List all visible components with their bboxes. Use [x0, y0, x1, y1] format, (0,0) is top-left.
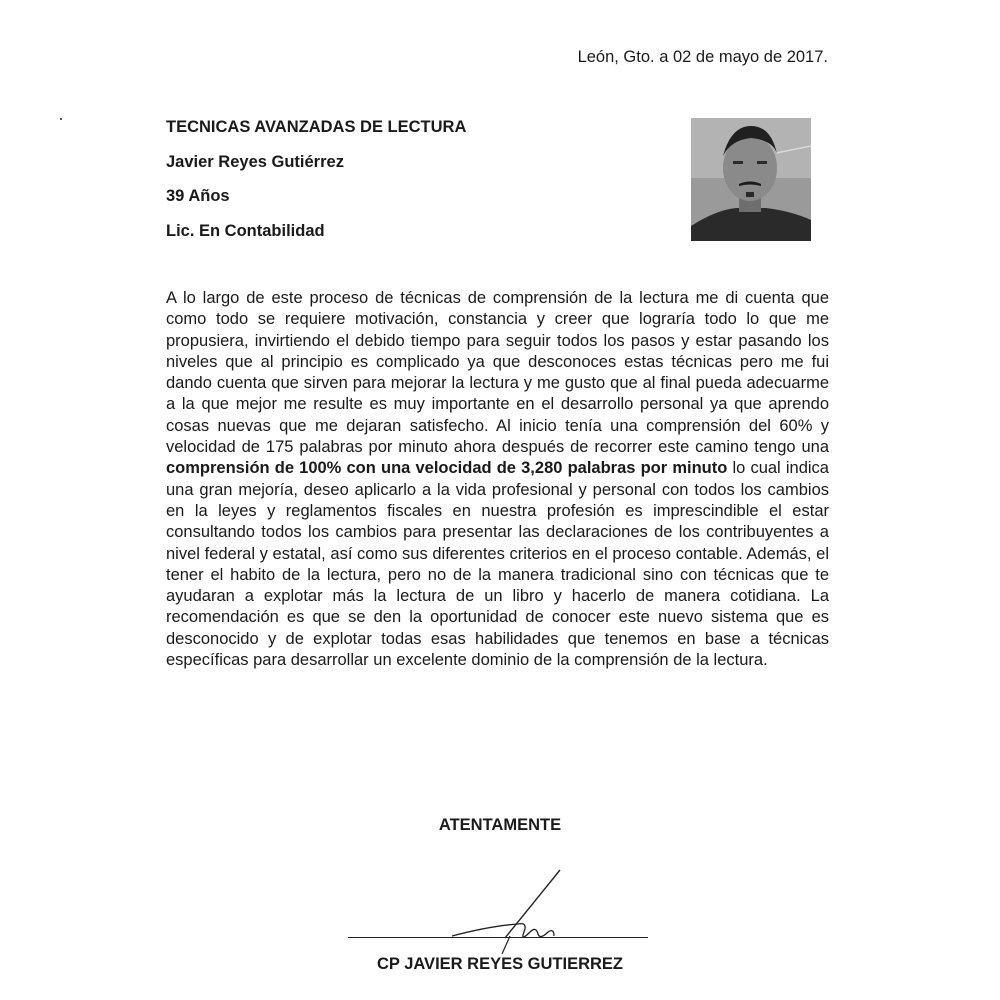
header-block — [166, 117, 466, 255]
document-title: TECNICAS AVANZADAS DE LECTURA — [166, 118, 467, 136]
author-name: Javier Reyes Gutiérrez — [166, 152, 344, 171]
scan-speck — [60, 118, 62, 120]
handwritten-signature — [450, 866, 590, 956]
author-profession: Lic. En Contabilidad — [166, 221, 325, 240]
date-line: León, Gto. a 02 de mayo de 2017. — [577, 48, 828, 66]
body-text-highlight: comprensión de 100% con una velocidad de 3,280 palabras por minuto — [166, 459, 728, 478]
closing-text: ATENTAMENTE — [438, 816, 562, 834]
author-age: 39 Años — [166, 187, 230, 205]
body-text-part1: A lo largo de este proceso de técnicas de comprensión de la lectura me di cuenta que como todo se requiere motivación, constancia y creer que lograría todo lo que me propusiera, invirtiendo el debido tiempo para seguir todos los pasos y estar pasando los niveles que al principio es complicado ya que desconoces estas técnicas pero me fui dando cuenta que sirven para mejorar la lectura y me gusto que al final pueda adecuarme a la que mejor me resulte es muy importante en el desarrollo personal ya que aprendo cosas nuevas que me dejaran satisfecho. Al inicio tenía una comprensión del 60% y velocidad de 175 palabras por minuto ahora después de recorrer este camino tengo una — [166, 289, 829, 457]
body-paragraph — [166, 288, 829, 671]
portrait-photo — [691, 118, 811, 241]
signature-line — [348, 937, 648, 938]
body-text-part2: lo cual indica una gran mejoría, deseo aplicarlo a la vida profesional y personal con todos los cambios en la leyes y reglamentos fiscales en nuestra profesión es imprescindible el estar consultando todos los cambios para presentar las declaraciones de los contribuyentes a nivel federal y estatal, así como sus diferentes criterios en el proceso contable. Además, el tener el habito de la lectura, pero no de la manera tradicional sino con técnicas que te ayudaran a explotar más la lectura de un libro y hacerlo de manera cotidiana. La recomendación es que se den la oportunidad de conocer este nuevo sistema que es desconocido y de explotar todas esas habilidades que tenemos en base a técnicas específicas para desarrollar un excelente dominio de la comprensión de la lectura. — [166, 459, 829, 670]
portrait-illustration — [691, 118, 811, 241]
signer-name: CP JAVIER REYES GUTIERREZ — [376, 955, 624, 973]
